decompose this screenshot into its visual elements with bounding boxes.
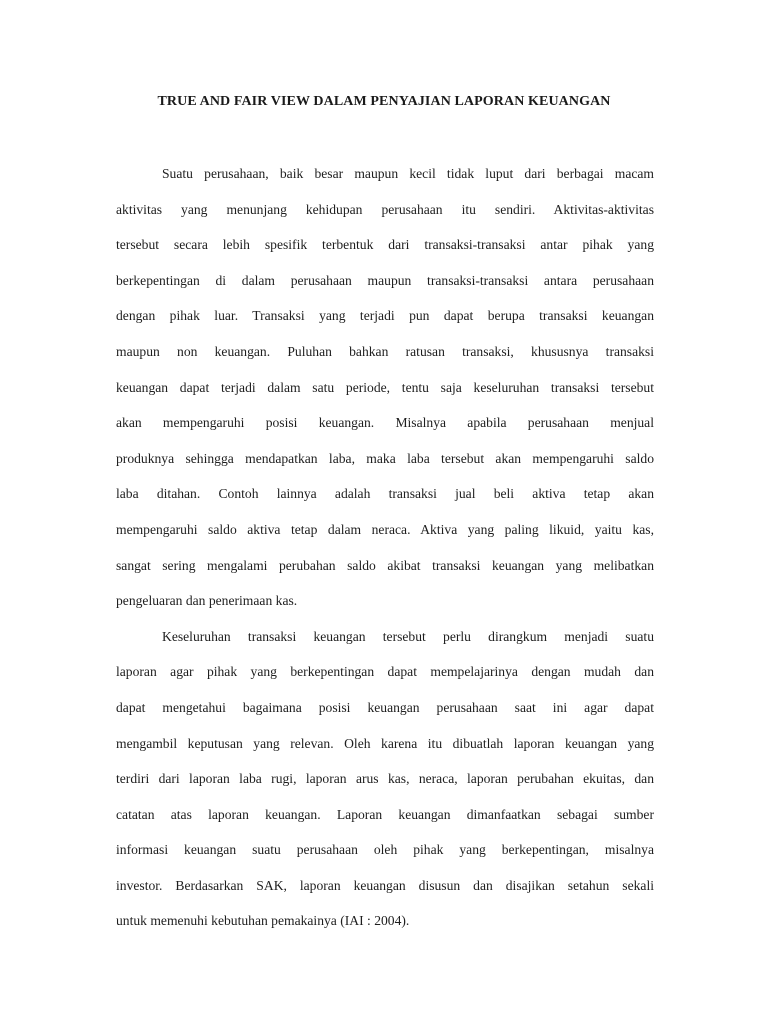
paragraph-line: catatan atas laporan keuangan. Laporan keuangan dimanfaatkan sebagai sumber xyxy=(116,806,654,822)
paragraph-line: dengan pihak luar. Transaksi yang terjadi pun dapat berupa transaksi keuangan xyxy=(116,308,654,324)
paragraph-line: terdiri dari laporan laba rugi, laporan arus kas, neraca, laporan perubahan ekuitas, dan xyxy=(116,771,654,787)
document-title: TRUE AND FAIR VIEW DALAM PENYAJIAN LAPORAN KEUANGAN xyxy=(157,94,611,109)
paragraph-line: untuk memenuhi kebutuhan pemakainya (IAI : 2004). xyxy=(116,913,410,929)
paragraph-line: laporan agar pihak yang berkepentingan dapat mempelajarinya dengan mudah dan xyxy=(116,664,654,680)
paragraph-line: investor. Berdasarkan SAK, laporan keuangan disusun dan disajikan setahun sekali xyxy=(116,877,654,893)
paragraph-line: mengambil keputusan yang relevan. Oleh karena itu dibuatlah laporan keuangan yang xyxy=(116,735,654,751)
paragraph-line: dapat mengetahui bagaimana posisi keuangan perusahaan saat ini agar dapat xyxy=(116,699,654,715)
paragraph-line: laba ditahan. Contoh lainnya adalah transaksi jual beli aktiva tetap akan xyxy=(116,486,654,502)
paragraph-line: maupun non keuangan. Puluhan bahkan ratusan transaksi, khususnya transaksi xyxy=(116,343,654,359)
paragraph-line: informasi keuangan suatu perusahaan oleh pihak yang berkepentingan, misalnya xyxy=(116,842,654,858)
paragraph-line: berkepentingan di dalam perusahaan maupun transaksi-transaksi antara perusahaan xyxy=(116,272,654,288)
paragraph-line: produknya sehingga mendapatkan laba, maka laba tersebut akan mempengaruhi saldo xyxy=(116,450,654,466)
paragraph-2 xyxy=(116,625,654,945)
paragraph-line: sangat sering mengalami perubahan saldo akibat transaksi keuangan yang melibatkan xyxy=(116,557,654,573)
document-body xyxy=(116,162,654,945)
paragraph-line: mempengaruhi saldo aktiva tetap dalam neraca. Aktiva yang paling likuid, yaitu kas, xyxy=(116,521,654,537)
paragraph-1 xyxy=(116,162,654,625)
paragraph-line: pengeluaran dan penerimaan kas. xyxy=(116,593,298,609)
paragraph-line: Keseluruhan transaksi keuangan tersebut perlu dirangkum menjadi suatu xyxy=(162,628,654,644)
paragraph-line: akan mempengaruhi posisi keuangan. Misalnya apabila perusahaan menjual xyxy=(116,415,654,431)
paragraph-line: keuangan dapat terjadi dalam satu periode, tentu saja keseluruhan transaksi tersebut xyxy=(116,379,654,395)
paragraph-line: aktivitas yang menunjang kehidupan perusahaan itu sendiri. Aktivitas-aktivitas xyxy=(116,201,654,217)
paragraph-line: tersebut secara lebih spesifik terbentuk dari transaksi-transaksi antar pihak yang xyxy=(116,237,654,253)
paragraph-line: Suatu perusahaan, baik besar maupun kecil tidak luput dari berbagai macam xyxy=(162,166,654,181)
